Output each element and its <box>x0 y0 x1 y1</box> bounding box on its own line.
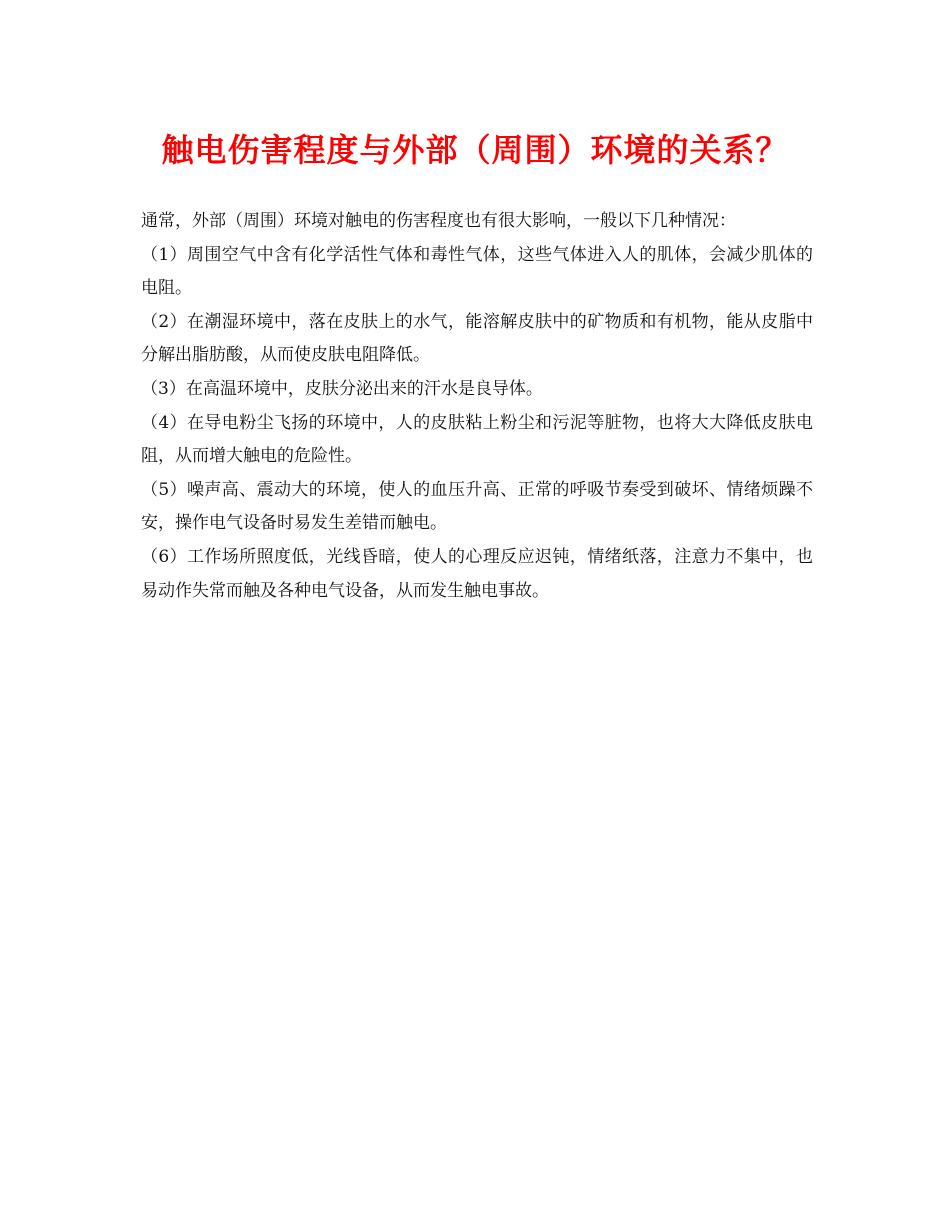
list-item-3: （3）在高温环境中，皮肤分泌出来的汗水是良导体。 <box>141 378 543 399</box>
document-body <box>141 205 813 608</box>
list-item-4: （4）在导电粉尘飞扬的环境中，人的皮肤粘上粉尘和污泥等脏物，也将大大降低皮肤电阻，从而增大触电的危险性。 <box>141 412 813 467</box>
intro-paragraph: 通常，外部（周围）环境对触电的伤害程度也有很大影响，一般以下几种情况： <box>141 211 736 231</box>
list-item-5: （5）噪声高、震动大的环境，使人的血压升高、正常的呼吸节奏受到破坏、情绪烦躁不安，操作电气设备时易发生差错而触电。 <box>141 479 813 534</box>
document-title: 触电伤害程度与外部（周围）环境的关系？ <box>161 131 789 169</box>
list-item-1: （1）周围空气中含有化学活性气体和毒性气体，这些气体进入人的肌体，会减少肌体的电阻。 <box>141 244 813 299</box>
list-item-2: （2）在潮湿环境中，落在皮肤上的水气，能溶解皮肤中的矿物质和有机物，能从皮脂中分解出脂肪酸，从而使皮肤电阻降低。 <box>141 311 813 366</box>
list-item-6: （6）工作场所照度低，光线昏暗，使人的心理反应迟钝，情绪纸落，注意力不集中，也易动作失常而触及各种电气设备，从而发生触电事故。 <box>141 546 813 601</box>
